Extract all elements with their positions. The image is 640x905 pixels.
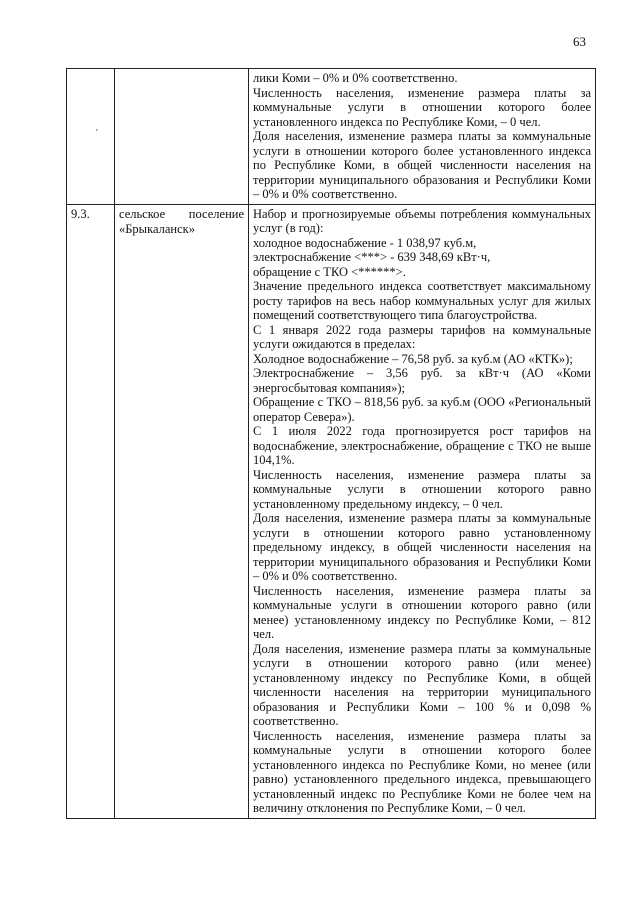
paragraph: обращение с ТКО <******>. — [253, 264, 406, 279]
paragraph: Численность населения, изменение размера платы за коммунальные услуги в отношении которого равно (или менее) установленному индексу по Республике Коми, – 812 чел. — [253, 583, 591, 641]
paragraph: лики Коми – 0% и 0% соответственно. — [253, 71, 458, 85]
paragraph: Доля населения, изменение размера платы за коммунальные услуги в отношении которого более установленного индекса по Республике Коми, в общей численности населения на территории муниципального образования и Республики Коми – 0% и 0% соответственно. — [253, 129, 591, 201]
paragraph: С 1 июля 2022 года прогнозируется рост тарифов на водоснабжение, электроснабжение, обращение с ТКО не выше 104,1%. — [253, 424, 591, 467]
municipality-name: сельское поселение «Брыкаланск» — [115, 204, 249, 818]
paragraph: Численность населения, изменение размера платы за коммунальные услуги в отношении которого более установленного индекса по Республике Коми, но менее (или равно) установленного предельного индекса, превышающего установленный индекс по Республике Коми не более чем на величину отклонения по Республике Коми, – 0 чел. — [253, 728, 591, 815]
paragraph: С 1 января 2022 года размеры тарифов на коммунальные услуги ожидаются в пределах: — [253, 322, 591, 351]
scan-mark: ' — [96, 128, 98, 139]
document-table — [66, 68, 596, 819]
paragraph: Электроснабжение – 3,56 руб. за кВт·ч (АО «Коми энергосбытовая компания»); — [253, 366, 591, 395]
description-cell — [249, 69, 596, 205]
paragraph: Доля населения, изменение размера платы за коммунальные услуги в отношении которого равно установленному предельному индексу, в общей численности населения на территории муниципального образования и Республики Коми – 0% и 0% соответственно. — [253, 511, 591, 583]
paragraph: Численность населения, изменение размера платы за коммунальные услуги в отношении которого равно установленному предельному индексу, – 0 чел. — [253, 467, 591, 511]
paragraph: Набор и прогнозируемые объемы потребления коммунальных услуг (в год): — [253, 206, 591, 235]
row-number — [67, 69, 115, 205]
paragraph: Значение предельного индекса соответствует максимальному росту тарифов на весь набор коммунальных услуг для жилых помещений соответствующего типа благоустройства. — [253, 279, 591, 322]
table-row — [67, 204, 596, 818]
paragraph: Холодное водоснабжение – 76,58 руб. за куб.м (АО «КТК»); — [253, 351, 573, 366]
municipality-name — [115, 69, 249, 205]
page-number: 63 — [573, 34, 586, 49]
row-number: 9.3. — [67, 204, 115, 818]
description-cell — [249, 204, 596, 818]
paragraph: Доля населения, изменение размера платы за коммунальные услуги в отношении которого равно (или менее) установленному индексу по Республике Коми, в общей численности населения на территории муниципального образования и Республики Коми – 100 % и 0,098 % соответственно. — [253, 641, 591, 728]
table-row — [67, 69, 596, 205]
paragraph: Численность населения, изменение размера платы за коммунальные услуги в отношении которого более установленного индекса по Республике Коми, – 0 чел. — [253, 85, 591, 129]
paragraph: холодное водоснабжение - 1 038,97 куб.м, — [253, 235, 477, 250]
paragraph: Обращение с ТКО – 818,56 руб. за куб.м (ООО «Региональный оператор Севера»). — [253, 395, 591, 424]
paragraph: электроснабжение <***> - 639 348,69 кВт·ч, — [253, 250, 491, 264]
